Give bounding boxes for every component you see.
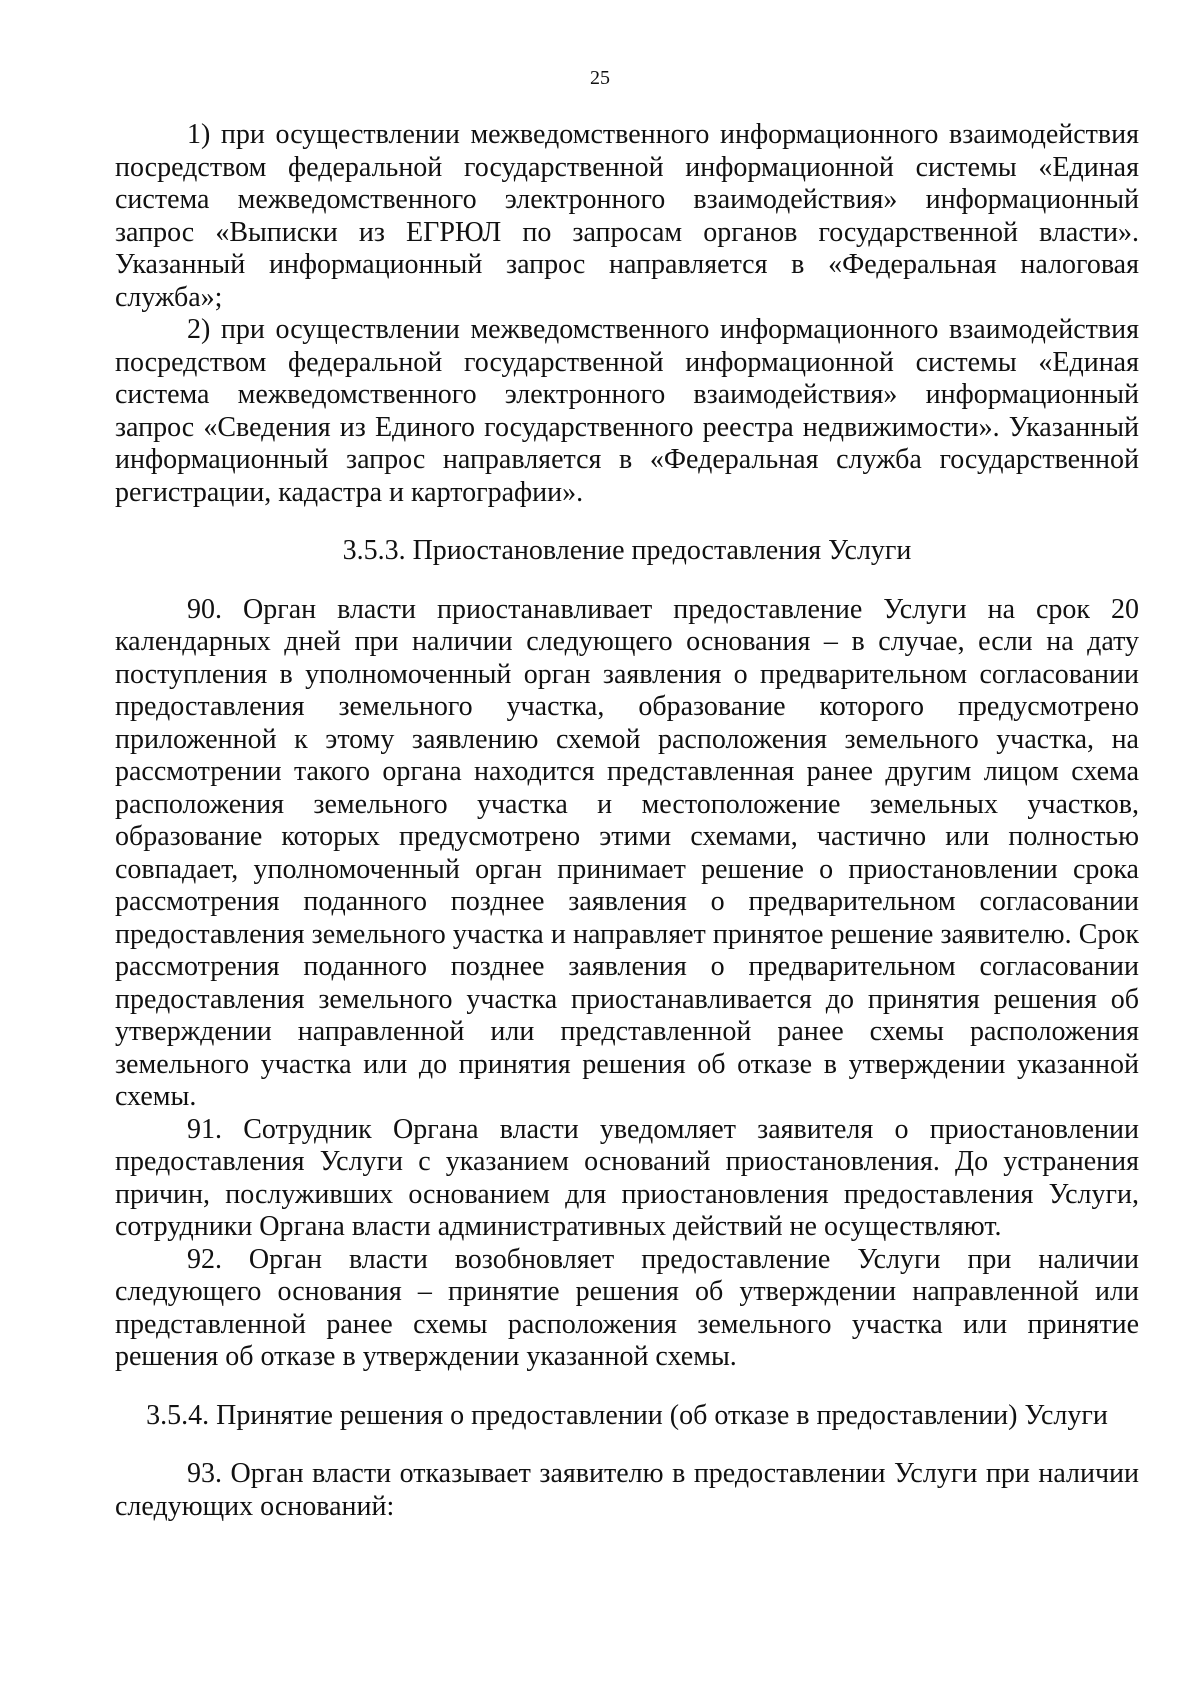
paragraph-90: 90. Орган власти приостанавливает предоставление Услуги на срок 20 календарных дней при наличии следующего основания – в случае, если на дату поступления в уполномоченный орган заявления о предварительном согласовании предоставления земельного участка, образование которого предусмотрено приложенной к этому заявлению схемой расположения земельного участка, на рассмотрении такого органа находится представленная ранее другим лицом схема расположения земельного участка и местоположение земельных участков, образование которых предусмотрено этими схемами, частично или полностью совпадает, уполномоченный орган принимает решение о приостановлении срока рассмотрения поданного позднее заявления о предварительном согласовании предоставления земельного участка и направляет принятое решение заявителю. Срок рассмотрения поданного позднее заявления о предварительном согласовании предоставления земельного участка приостанавливается до принятия решения об утверждении направленной или представленной ранее схемы расположения земельного участка или до принятия решения об отказе в утверждении указанной схемы. xyxy=(115,593,1139,1112)
page-number: 25 xyxy=(590,67,610,89)
section-heading-3-5-3: 3.5.3. Приостановление предоставления Услуги xyxy=(342,535,912,566)
paragraph-item-2: 2) при осуществлении межведомственного информационного взаимодействия посредством федеральной государственной информационной системы «Единая система межведомственного электронного взаимодействия» информационный запрос «Сведения из Единого государственного реестра недвижимости». Указанный информационный запрос направляется в «Федеральная служба государственной регистрации, кадастра и картографии». xyxy=(115,314,1139,508)
document-body xyxy=(115,119,1139,1523)
paragraph-91: 91. Сотрудник Органа власти уведомляет заявителя о приостановлении предоставления Услуги с указанием оснований приостановления. До устранения причин, послуживших основанием для приостановления предоставления Услуги, сотрудники Органа власти административных действий не осуществляют. xyxy=(115,1113,1139,1242)
paragraph-93: 93. Орган власти отказывает заявителю в предоставлении Услуги при наличии следующих оснований: xyxy=(115,1458,1139,1522)
section-heading-3-5-4: 3.5.4. Принятие решения о предоставлении (об отказе в предоставлении) Услуги xyxy=(146,1399,1108,1431)
paragraph-item-1: 1) при осуществлении межведомственного информационного взаимодействия посредством федеральной государственной информационной системы «Единая система межведомственного электронного взаимодействия» информационный запрос «Выписки из ЕГРЮЛ по запросам органов государственной власти». Указанный информационный запрос направляется в «Федеральная налоговая служба»; xyxy=(115,119,1139,313)
paragraph-92: 92. Орган власти возобновляет предоставление Услуги при наличии следующего основания – принятие решения об утверждении направленной или представленной ранее схемы расположения земельного участка или принятие решения об отказе в утверждении указанной схемы. xyxy=(115,1243,1139,1372)
